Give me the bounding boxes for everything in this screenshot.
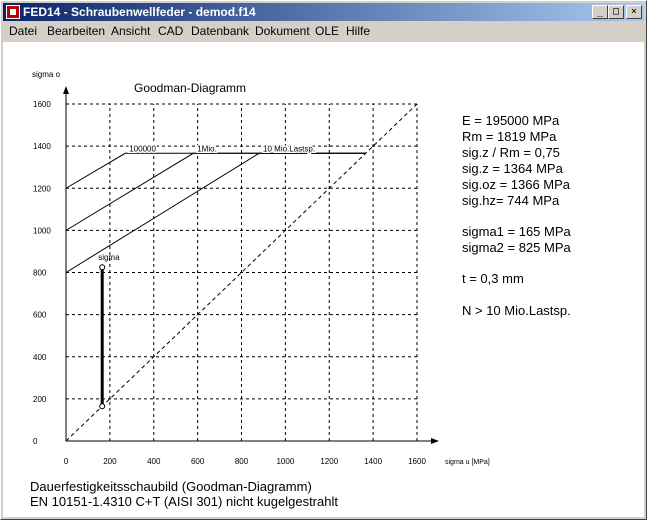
maximize-button[interactable]: □ [608,5,624,19]
x-tick-label: 600 [190,457,205,466]
stress-marker-top [100,265,105,270]
minimize-button[interactable]: _ [592,5,608,19]
stress-line-label: sigma [98,253,120,263]
document-area [3,42,644,517]
info-tensile-strength: Rm = 1819 MPa [462,129,557,144]
menu-ole[interactable]: OLE [315,24,340,38]
x-tick-label: 1600 [408,457,426,466]
info-sig-hz: sig.hz= 744 MPa [462,193,560,208]
y-tick-label: 800 [33,268,47,278]
menu-cad[interactable]: CAD [158,24,184,38]
y-tick-label: 600 [33,310,47,320]
menu-bar [3,22,644,41]
title-bar[interactable] [3,3,644,21]
x-tick-label: 200 [103,457,117,466]
series-line-2 [66,153,366,230]
caption-title: Dauerfestigkeitsschaubild (Goodman-Diagramm) [30,479,312,494]
info-modulus: E = 195000 MPa [462,113,560,128]
menu-ansicht[interactable]: Ansicht [111,24,151,38]
y-tick-label: 0 [33,437,38,446]
y-axis-label: sigma o [32,70,61,79]
series-label-1: 100000 [129,144,156,154]
y-tick-label: 400 [33,352,47,362]
y-tick-label: 1000 [33,226,51,236]
series-label-2: 1Mio. [197,144,217,154]
info-thickness: t = 0,3 mm [462,271,524,286]
x-axis-arrow [431,438,439,444]
x-tick-label: 0 [63,457,69,466]
app-icon[interactable] [6,5,20,19]
info-sig-oz: sig.oz = 1366 MPa [462,177,571,192]
series-line-1 [66,153,366,188]
x-tick-label: 400 [147,457,161,466]
x-tick-label: 1200 [320,457,339,466]
close-button[interactable]: × [626,5,642,19]
stress-marker-bottom [100,404,105,409]
x-tick-label: 1000 [276,457,295,466]
chart-title: Goodman-Diagramm [134,81,247,95]
menu-datenbank[interactable]: Datenbank [191,24,250,38]
x-tick-label: 800 [234,457,249,466]
menu-datei[interactable]: Datei [9,24,38,38]
menu-dokument[interactable]: Dokument [255,24,310,38]
y-tick-label: 1600 [33,100,51,109]
menu-bearbeiten[interactable]: Bearbeiten [47,24,106,38]
info-sigma1: sigma1 = 165 MPa [462,224,571,239]
caption-material: EN 10151-1.4310 C+T (AISI 301) nicht kugelgestrahlt [30,494,338,509]
info-stress-ratio: sig.z / Rm = 0,75 [462,145,560,160]
window-title: FED14 - Schraubenwellfeder - demod.f14 [23,5,256,19]
x-axis-label: sigma u [MPa] [445,459,490,466]
x-tick-label: 1400 [364,457,383,466]
info-sigma2: sigma2 = 825 MPa [462,240,571,255]
info-sig-z: sig.z = 1364 MPa [462,161,563,176]
y-tick-label: 1400 [33,142,51,152]
info-cycles: N > 10 Mio.Lastsp. [462,303,571,318]
series-label-3: 10 Mio.Lastsp. [263,144,316,154]
y-tick-label: 1200 [33,184,51,194]
y-axis-arrow [63,86,69,94]
y-tick-label: 200 [33,394,47,404]
menu-hilfe[interactable]: Hilfe [346,24,371,38]
